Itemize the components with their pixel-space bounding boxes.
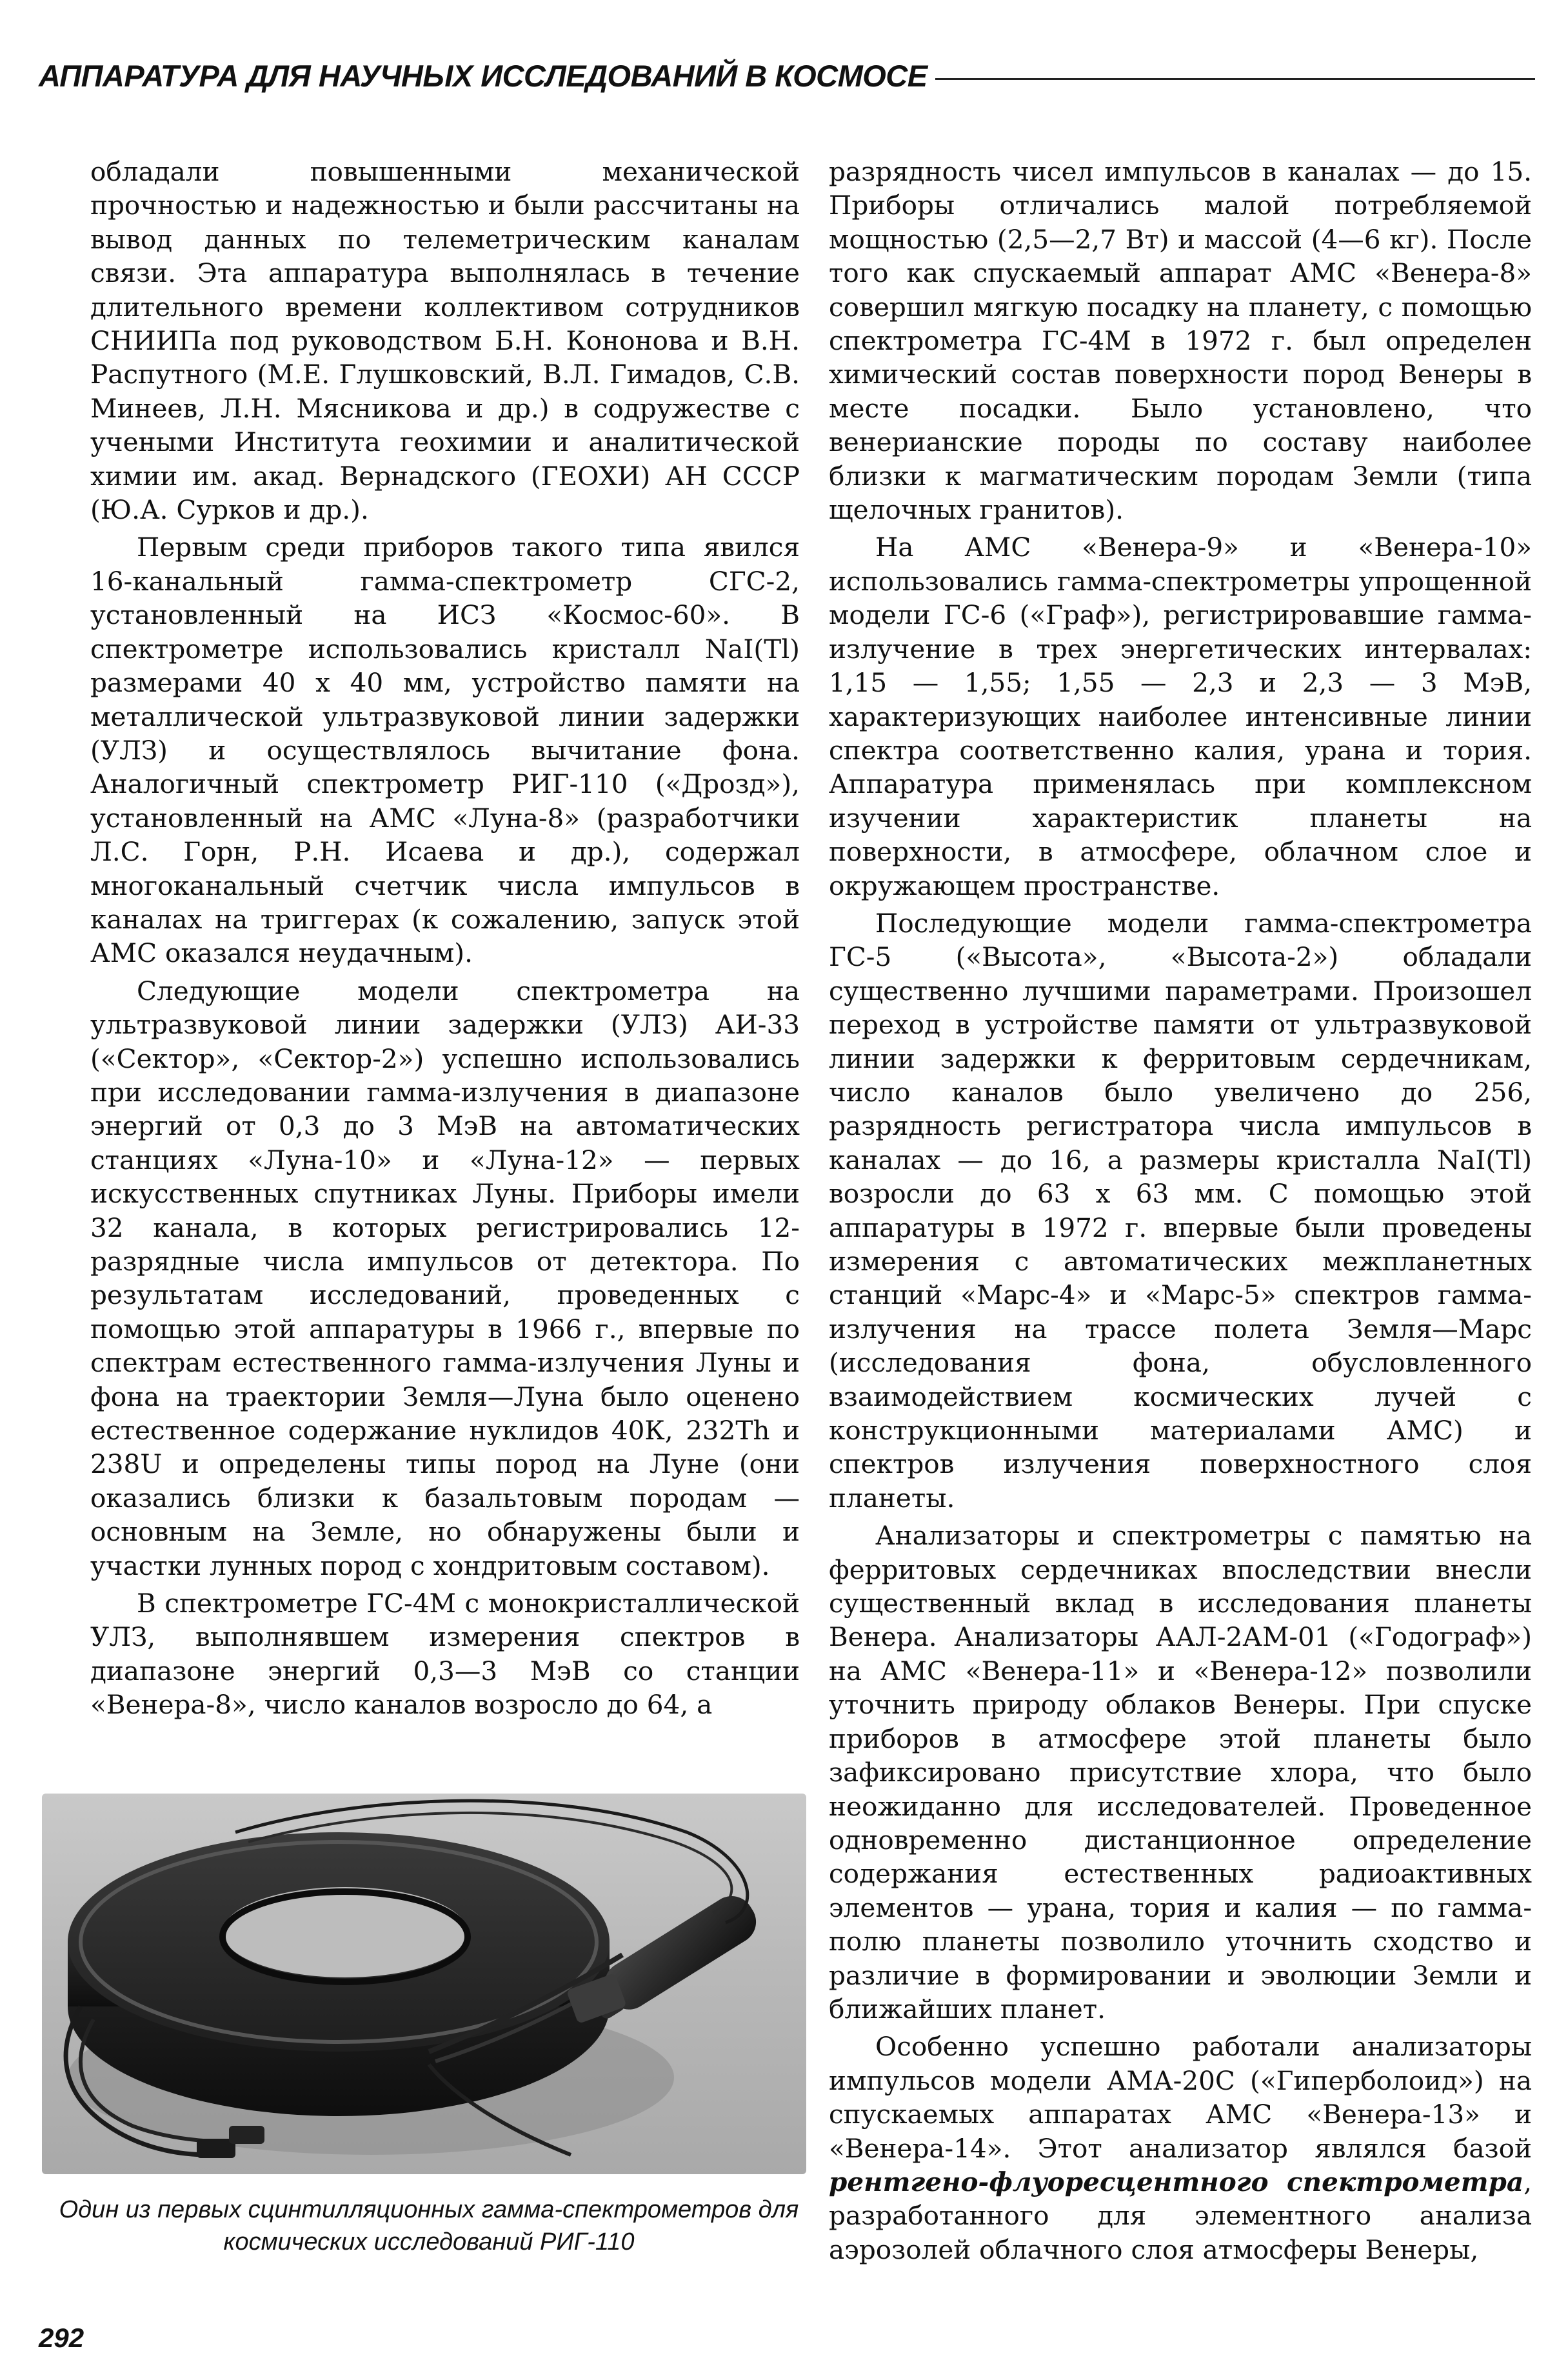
- running-header: [39, 46, 1535, 105]
- running-header-title: АППАРАТУРА ДЛЯ НАУЧНЫХ ИССЛЕДОВАНИЙ В КОСМОСЕ: [39, 58, 928, 93]
- paragraph: Последующие модели гамма-спектрометра ГС-5 («Высота», «Высота-2») обладали существенно лучшими параметрами. Произошел переход в устройстве памяти от ультразвуковой линии задержки к ферритовым сердечникам, число каналов было увеличено до 256, разрядность регистратора числа импульсов в каналах — до 16, а размеры кристалла NaI(Tl) возросли до 63 х 63 мм. С помощью этой аппаратуры в 1972 г. впервые были проведены измерения с автоматических межпланетных станций «Марс-4» и «Марс-5» спектров гамма-излучения на трассе полета Земля—Марс (исследования фона, обусловленного взаимодействием космических лучей с конструкционными материалами АМС) и спектров излучения поверхностного слоя планеты.: [829, 907, 1532, 1514]
- paragraph: обладали повышенными механической прочностью и надежностью и были рассчитаны на вывод данных по телеметрическим каналам связи. Эта аппаратура выполнялась в течение длительного времени коллективом сотрудников СНИИПа под руководством Б.Н. Кононова и В.Н. Распутного (М.Е. Глушковский, В.Л. Гимадов, С.В. Минеев, Л.Н. Мясникова и др.) в содружестве с учеными Института геохимии и аналитической химии им. акад. Вернадского (ГЕОХИ) АН СССР (Ю.А. Сурков и др.).: [90, 156, 800, 526]
- figure-caption: Один из первых сцинтилляционных гамма-спектрометров для космических исследований РИГ-110: [59, 2196, 799, 2255]
- page-number: 292: [39, 2323, 84, 2353]
- paragraph: В спектрометре ГС-4М с монокристаллической УЛЗ, выполнявшем измерения спектров в диапазоне энергий 0,3—3 МэВ со станции «Венера-8», число каналов возросло до 64, а: [90, 1588, 800, 1721]
- right-column: [829, 155, 1532, 2297]
- spectrometer-illustration: [42, 1794, 806, 2174]
- paragraph-text: , разработанного для элементного анализа аэрозолей облачного слоя атмосферы Венеры,: [829, 2166, 1532, 2265]
- emphasized-term: рентгено-флуоресцентного спектрометра: [829, 2166, 1524, 2197]
- left-column: [90, 155, 800, 1742]
- paragraph: Следующие модели спектрометра на ультразвуковой линии задержки (УЛЗ) АИ-33 («Сектор», «Сектор-2») успешно использовались при исследовании гамма-излучения в диапазоне энергий от 0,3 до 3 МэВ на автоматических станциях «Луна-10» и «Луна-12» — первых искусственных спутниках Луны. Приборы имели 32 канала, в которых регистрировались 12-разрядные числа импульсов от детектора. По результатам исследований, проведенных с помощью этой аппаратуры в 1966 г., впервые по спектрам естественного гамма-излучения Луны и фона на траектории Земля—Луна было оценено естественное содержание нуклидов 40К, 232Th и 238U и определены типы пород на Луне (они оказались близки к базальтовым породам — основным на Земле, но обнаружены были и участки лунных пород с хондритовым составом).: [90, 975, 800, 1581]
- paragraph: Первым среди приборов такого типа явился 16-канальный гамма-спектрометр СГС-2, установленный на ИСЗ «Космос-60». В спектрометре использовались кристалл NaI(Tl) размерами 40 х 40 мм, устройство памяти на металлической ультразвуковой линии задержки (УЛЗ) и осуществлялось вычитание фона. Аналогичный спектрометр РИГ-110 («Дрозд»), установленный на АМС «Луна-8» (разработчики Л.С. Горн, Р.Н. Исаева и др.), содержал многоканальный счетчик числа импульсов в каналах на триггерах (к сожалению, запуск этой АМС оказался неудачным).: [90, 532, 800, 969]
- paragraph: На АМС «Венера-9» и «Венера-10» использовались гамма-спектрометры упрощенной модели ГС-6 («Граф»), регистрировавшие гамма-излучение в трех энергетических интервалах: 1,15 — 1,55; 1,55 — 2,3 и 2,3 — 3 МэВ, характеризующих наиболее интенсивные линии спектра соответственно калия, урана и тория. Аппаратура применялась при комплексном изучении характеристик планеты на поверхности, в атмосфере, облачном слое и окружающем пространстве.: [829, 532, 1532, 901]
- paragraph: разрядность чисел импульсов в каналах — до 15. Приборы отличались малой потребляемой мощностью (2,5—2,7 Вт) и массой (4—6 кг). После того как спускаемый аппарат АМС «Венера-8» совершил мягкую посадку на планету, с помощью спектрометра ГС-4М в 1972 г. был определен химический состав поверхности пород Венеры в месте посадки. Было установлено, что венерианские породы по составу наиболее близки к магматическим породам Земли (типа щелочных гранитов).: [829, 156, 1532, 526]
- header-rule: [935, 78, 1535, 80]
- paragraph: Анализаторы и спектрометры с памятью на ферритовых сердечниках впоследствии внесли существенный вклад в исследования планеты Венера. Анализаторы ААЛ-2АМ-01 («Годограф») на АМС «Венера-11» и «Венера-12» позволили уточнить природу облаков Венеры. При спуске приборов в атмосфере этой планеты было зафиксировано присутствие хлора, что было неожиданно для исследователей. Проведенное одновременно дистанционное определение содержания естественных радиоактивных элементов — урана, тория и калия — по гамма-полю планеты позволило уточнить сходство и различие в формировании и эволюции Земли и ближайших планет.: [829, 1520, 1532, 2025]
- paragraph: [829, 2030, 1532, 2266]
- spectrometer-photo: [42, 1794, 806, 2174]
- paragraph-text: Особенно успешно работали анализаторы импульсов модели АМА-20С («Гиперболоид») на спускаемых аппаратах АМС «Венера-13» и «Венера-14». Этот анализатор являлся базой: [829, 2031, 1532, 2164]
